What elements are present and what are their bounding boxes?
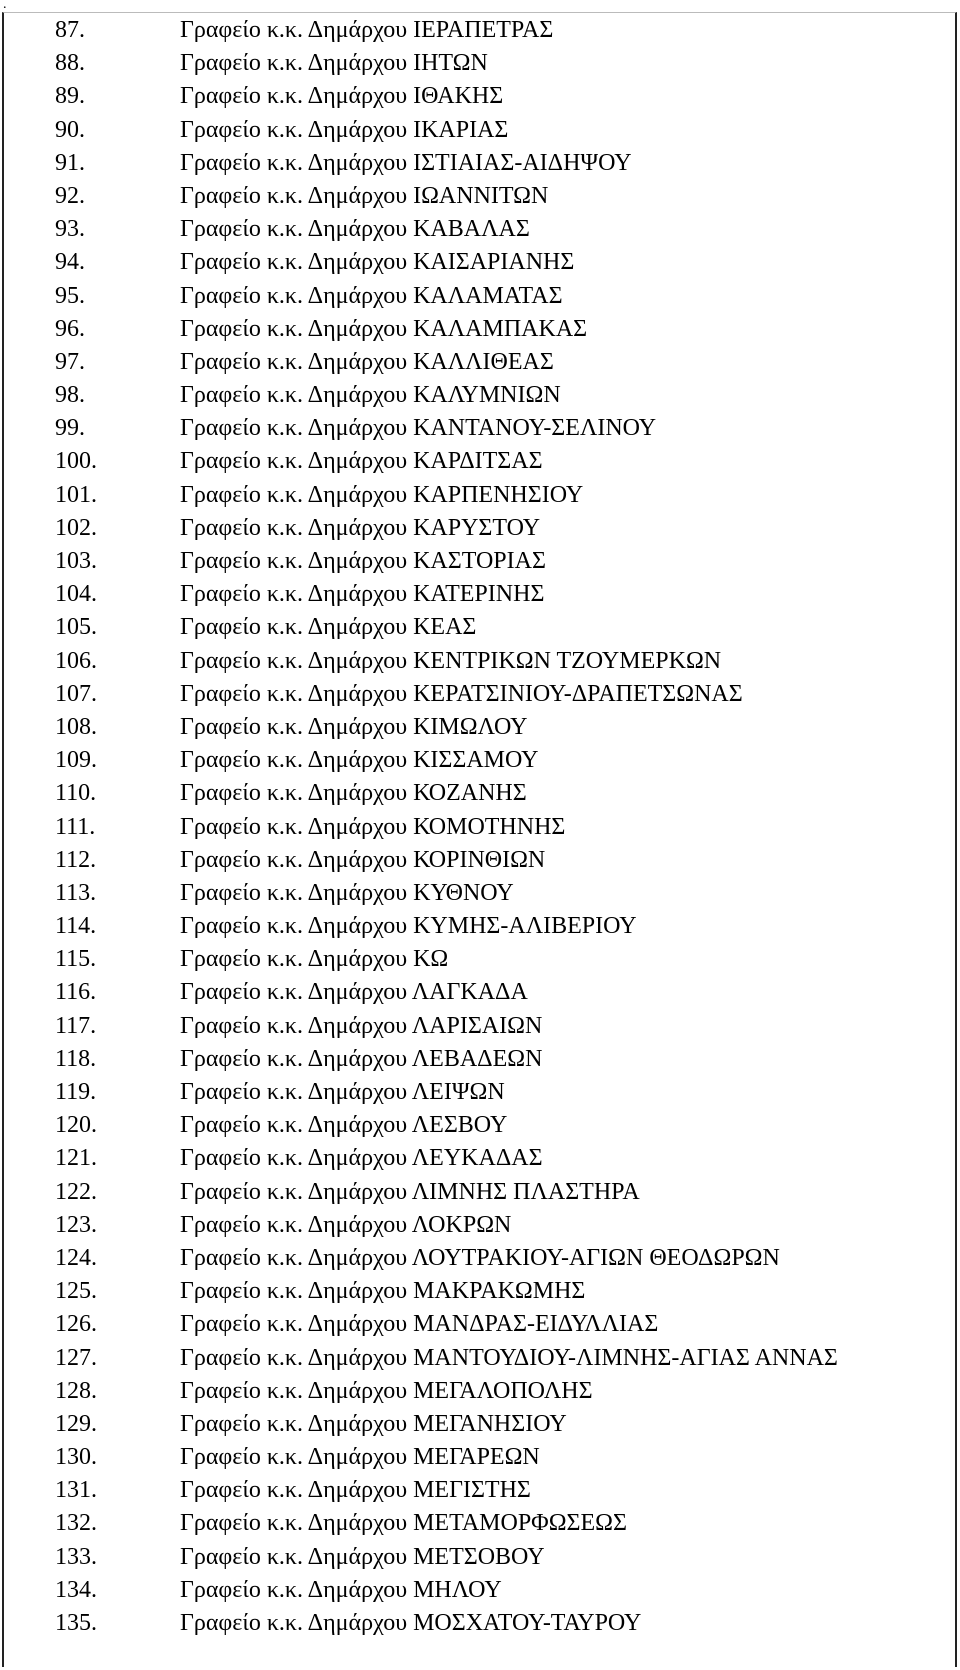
item-text: Γραφείο κ.κ. Δημάρχου ΜΕΓΑΛΟΠΟΛΗΣ [180,1377,593,1404]
item-text: Γραφείο κ.κ. Δημάρχου ΚΕΑΣ [180,614,477,641]
item-number: 135. [55,1610,97,1636]
list-item [0,1010,960,1043]
item-number: 130. [55,1444,97,1471]
item-text: Γραφείο κ.κ. Δημάρχου ΙΗΤΩΝ [180,50,488,77]
item-number: 128. [55,1377,97,1404]
item-number: 115. [55,946,97,973]
item-text: Γραφείο κ.κ. Δημάρχου ΚΙΜΩΛΟΥ [180,713,528,740]
item-number: 93. [55,216,85,243]
list-item [0,346,960,379]
item-number: 127. [55,1344,97,1371]
item-number: 126. [55,1311,97,1338]
item-text: Γραφείο κ.κ. Δημάρχου ΚΑΡΔΙΤΣΑΣ [180,448,543,475]
item-text: Γραφείο κ.κ. Δημάρχου ΛΑΡΙΣΑΙΩΝ [180,1012,543,1039]
item-number: 117. [55,1012,97,1039]
item-number: 100. [55,448,97,475]
item-number: 116. [55,979,97,1006]
item-text: Γραφείο κ.κ. Δημάρχου ΙΣΤΙΑΙΑΣ-ΑΙΔΗΨΟΥ [180,149,632,176]
item-text: Γραφείο κ.κ. Δημάρχου ΙΩΑΝΝΙΤΩΝ [180,182,549,209]
list-item [0,711,960,744]
list-item [0,545,960,578]
list-item [0,611,960,644]
list-item [0,976,960,1009]
list-item [0,445,960,478]
item-number: 99. [55,415,85,442]
item-number: 98. [55,382,85,409]
list-item [0,1308,960,1341]
item-text: Γραφείο κ.κ. Δημάρχου ΚΕΝΤΡΙΚΩΝ ΤΖΟΥΜΕΡΚΩΝ [180,647,722,674]
item-number: 109. [55,747,97,774]
item-text: Γραφείο κ.κ. Δημάρχου ΙΚΑΡΙΑΣ [180,116,509,143]
list-item [0,1574,960,1607]
item-text: Γραφείο κ.κ. Δημάρχου ΚΥΘΝΟΥ [180,879,514,906]
item-text: Γραφείο κ.κ. Δημάρχου ΜΑΚΡΑΚΩΜΗΣ [180,1278,586,1305]
list-item [0,1242,960,1275]
item-text: Γραφείο κ.κ. Δημάρχου ΚΑΙΣΑΡΙΑΝΗΣ [180,249,575,276]
item-number: 88. [55,50,85,77]
item-text: Γραφείο κ.κ. Δημάρχου ΚΑΣΤΟΡΙΑΣ [180,548,546,574]
list-item [0,844,960,877]
item-text: Γραφείο κ.κ. Δημάρχου ΚΑΤΕΡΙΝΗΣ [180,581,545,608]
list-item [0,412,960,445]
item-text: Γραφείο κ.κ. Δημάρχου ΚΑΛΑΜΠΑΚΑΣ [180,315,588,342]
list-item [0,1375,960,1408]
item-text: Γραφείο κ.κ. Δημάρχου ΜΕΓΑΡΕΩΝ [180,1444,540,1471]
item-number: 121. [55,1145,97,1172]
item-number: 92. [55,182,85,209]
list-item [0,180,960,213]
item-text: Γραφείο κ.κ. Δημάρχου ΚΟΡΙΝΘΙΩΝ [180,846,546,873]
list-item [0,1441,960,1474]
list-item [0,744,960,777]
list-item [0,280,960,313]
item-number: 102. [55,514,97,541]
item-number: 91. [55,149,85,176]
item-number: 97. [55,348,85,375]
item-number: 101. [55,481,97,508]
item-number: 124. [55,1244,97,1271]
item-text: Γραφείο κ.κ. Δημάρχου ΚΑΛΑΜΑΤΑΣ [180,282,563,309]
list-item [0,877,960,910]
list-item [0,313,960,346]
list-item [0,578,960,611]
item-number: 132. [55,1510,97,1537]
item-number: 113. [55,879,97,906]
item-number: 107. [55,680,97,707]
list-item [0,14,960,47]
list-item [0,1109,960,1142]
list-item [0,147,960,180]
item-number: 120. [55,1112,97,1139]
item-number: 103. [55,548,97,574]
item-text: Γραφείο κ.κ. Δημάρχου ΜΟΣΧΑΤΟΥ-ΤΑΥΡΟΥ [180,1610,642,1636]
item-text: Γραφείο κ.κ. Δημάρχου ΛΙΜΝΗΣ ΠΛΑΣΤΗΡΑ [180,1178,640,1205]
item-number: 119. [55,1079,97,1105]
item-text: Γραφείο κ.κ. Δημάρχου ΚΑΡΠΕΝΗΣΙΟΥ [180,481,584,508]
item-number: 95. [55,282,85,309]
item-text: Γραφείο κ.κ. Δημάρχου ΜΕΤΣΟΒΟΥ [180,1543,545,1570]
list-item [0,678,960,711]
list-item [0,1275,960,1308]
item-text: Γραφείο κ.κ. Δημάρχου ΛΟΥΤΡΑΚΙΟΥ-ΑΓΙΩΝ ΘΕΟΔΩΡΩΝ [180,1244,780,1271]
item-text: Γραφείο κ.κ. Δημάρχου ΚΩ [180,946,449,973]
list-item [0,1474,960,1507]
item-text: Γραφείο κ.κ. Δημάρχου ΚΑΝΤΑΝΟΥ-ΣΕΛΙΝΟΥ [180,415,657,442]
list-item [0,80,960,113]
item-number: 110. [55,780,97,807]
list-item [0,114,960,147]
item-number: 106. [55,647,97,674]
item-text: Γραφείο κ.κ. Δημάρχου ΜΕΤΑΜΟΡΦΩΣΕΩΣ [180,1510,627,1537]
list-item [0,1342,960,1375]
list-item [0,379,960,412]
item-text: Γραφείο κ.κ. Δημάρχου ΚΑΡΥΣΤΟΥ [180,514,541,541]
list-item [0,943,960,976]
item-text: Γραφείο κ.κ. Δημάρχου ΜΑΝΤΟΥΔΙΟΥ-ΛΙΜΝΗΣ-ΑΓΙΑΣ ΑΝΝΑΣ [180,1344,838,1371]
item-number: 131. [55,1477,97,1504]
list-item [0,1043,960,1076]
item-number: 114. [55,913,97,940]
item-number: 87. [55,17,85,43]
list-item [0,1209,960,1242]
item-number: 104. [55,581,97,608]
item-text: Γραφείο κ.κ. Δημάρχου ΙΘΑΚΗΣ [180,83,504,110]
office-list [0,14,960,1640]
item-number: 122. [55,1178,97,1205]
list-item [0,512,960,545]
item-text: Γραφείο κ.κ. Δημάρχου ΜΕΓΙΣΤΗΣ [180,1477,531,1504]
item-text: Γραφείο κ.κ. Δημάρχου ΛΕΥΚΑΔΑΣ [180,1145,543,1172]
item-text: Γραφείο κ.κ. Δημάρχου ΚΟΜΟΤΗΝΗΣ [180,813,566,840]
list-item [0,777,960,810]
item-text: Γραφείο κ.κ. Δημάρχου ΚΙΣΣΑΜΟΥ [180,747,539,774]
item-text: Γραφείο κ.κ. Δημάρχου ΚΟΖΑΝΗΣ [180,780,527,807]
item-number: 118. [55,1045,97,1072]
list-item [0,1541,960,1574]
item-text: Γραφείο κ.κ. Δημάρχου ΚΑΒΑΛΑΣ [180,216,530,243]
item-text: Γραφείο κ.κ. Δημάρχου ΜΗΛΟΥ [180,1576,502,1603]
item-text: Γραφείο κ.κ. Δημάρχου ΚΑΛΥΜΝΙΩΝ [180,382,561,409]
item-text: Γραφείο κ.κ. Δημάρχου ΚΕΡΑΤΣΙΝΙΟΥ-ΔΡΑΠΕΤΣΩΝΑΣ [180,680,743,707]
item-number: 108. [55,713,97,740]
item-number: 134. [55,1576,97,1603]
list-item [0,47,960,80]
item-text: Γραφείο κ.κ. Δημάρχου ΚΑΛΛΙΘΕΑΣ [180,348,554,375]
item-number: 90. [55,116,85,143]
list-item [0,213,960,246]
item-number: 123. [55,1211,97,1238]
list-item [0,1076,960,1109]
list-item [0,1408,960,1441]
item-text: Γραφείο κ.κ. Δημάρχου ΛΕΒΑΔΕΩΝ [180,1045,543,1072]
item-number: 94. [55,249,85,276]
list-item [0,645,960,678]
item-number: 111. [55,813,96,840]
list-item [0,246,960,279]
item-text: Γραφείο κ.κ. Δημάρχου ΛΑΓΚΑΔΑ [180,979,528,1006]
item-number: 125. [55,1278,97,1305]
item-number: 105. [55,614,97,641]
item-text: Γραφείο κ.κ. Δημάρχου ΚΥΜΗΣ-ΑΛΙΒΕΡΙΟΥ [180,913,637,940]
item-number: 133. [55,1543,97,1570]
item-number: 96. [55,315,85,342]
top-mark: . [3,0,7,12]
item-text: Γραφείο κ.κ. Δημάρχου ΜΕΓΑΝΗΣΙΟΥ [180,1410,567,1437]
item-text: Γραφείο κ.κ. Δημάρχου ΛΕΙΨΩΝ [180,1079,505,1105]
list-item [0,1607,960,1640]
list-item [0,811,960,844]
item-number: 129. [55,1410,97,1437]
list-item [0,479,960,512]
list-item [0,1176,960,1209]
item-text: Γραφείο κ.κ. Δημάρχου ΛΟΚΡΩΝ [180,1211,512,1238]
item-text: Γραφείο κ.κ. Δημάρχου ΛΕΣΒΟΥ [180,1112,508,1139]
item-number: 112. [55,846,97,873]
list-item [0,910,960,943]
item-number: 89. [55,83,85,110]
item-text: Γραφείο κ.κ. Δημάρχου ΜΑΝΔΡΑΣ-ΕΙΔΥΛΛΙΑΣ [180,1311,659,1338]
list-item [0,1142,960,1175]
list-item [0,1507,960,1540]
item-text: Γραφείο κ.κ. Δημάρχου ΙΕΡΑΠΕΤΡΑΣ [180,17,554,43]
